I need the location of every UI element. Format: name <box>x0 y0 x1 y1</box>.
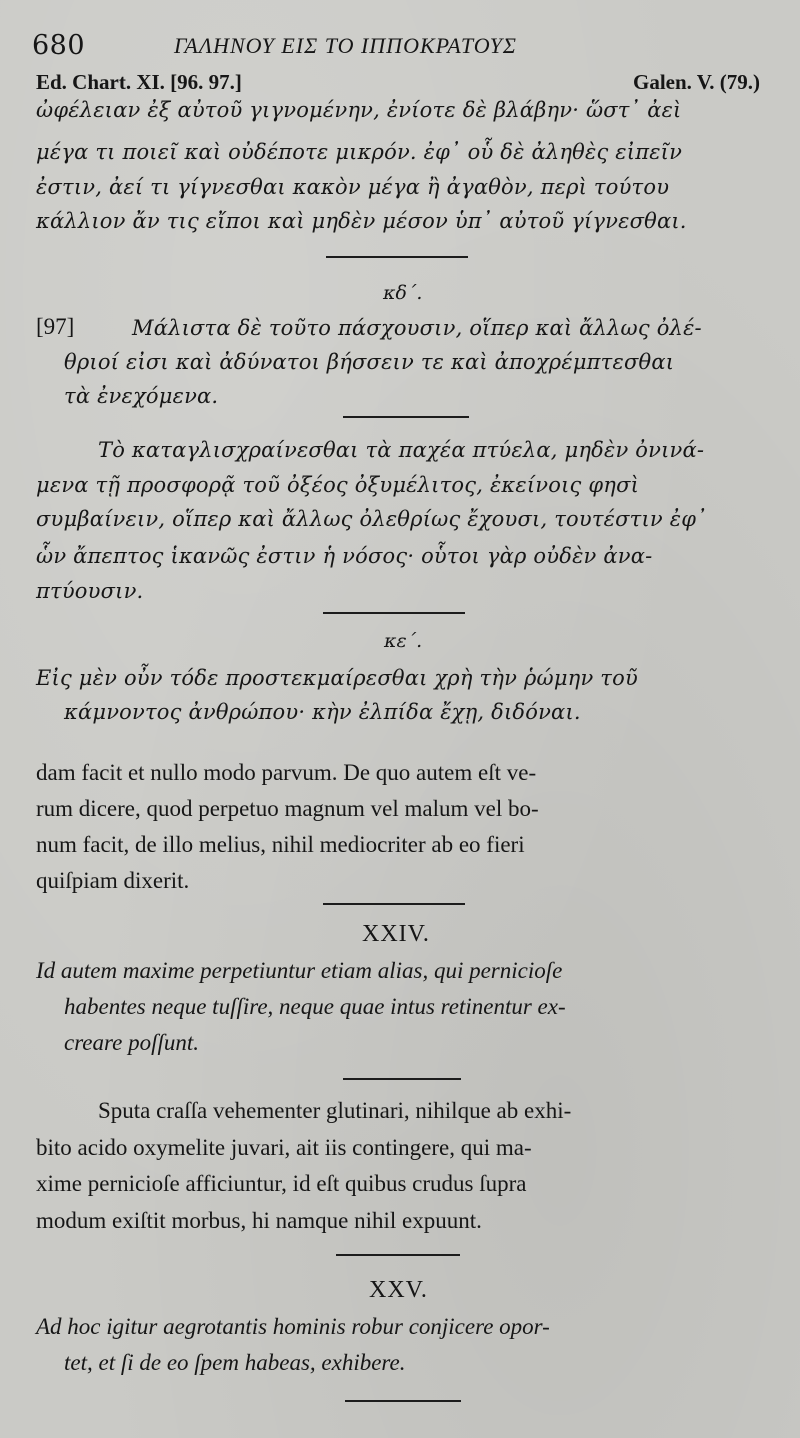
greek-lemma-line: Μάλιστα δὲ τοῦτο πάσχουσιν, οἵπερ καὶ ἄλλως ὀλέ- <box>132 316 702 340</box>
section-divider <box>343 1078 461 1080</box>
section-divider <box>345 1400 461 1402</box>
latin-text-line: quiſpiam dixerit. <box>36 868 190 893</box>
latin-lemma-line: Ad hoc igitur aegrotantis hominis robur conjicere opor- <box>36 1314 550 1339</box>
running-head: ΓΑΛΗΝΟΥ ΕΙΣ ΤΟ ΙΠΠΟΚΡΑΤΟΥΣ <box>174 33 518 58</box>
page-bracket-marker: [97] <box>36 314 75 339</box>
greek-commentary-line: πτύουσιν. <box>36 579 144 603</box>
greek-text-line: ὠφέλειαν ἐξ αὐτοῦ γιγνομένην, ἐνίοτε δὲ βλάβην· ὥστ᾽ ἀεὶ <box>36 98 682 122</box>
greek-commentary-line: Τὸ καταγλισχραίνεσθαι τὰ παχέα πτύελα, μηδὲν ὀνινά- <box>98 438 705 462</box>
latin-section-heading: XXIV. <box>362 921 430 947</box>
greek-section-heading: κε΄. <box>384 630 423 652</box>
section-divider <box>323 903 465 905</box>
latin-commentary-line: Sputa craſſa vehementer glutinari, nihilque ab exhi- <box>98 1098 572 1123</box>
greek-lemma-line: τὰ ἐνεχόμενα. <box>64 384 219 408</box>
latin-text-line: dam facit et nullo modo parvum. De quo autem eſt ve- <box>36 760 537 785</box>
latin-commentary-line: bito acido oxymelite juvari, ait iis contingere, qui ma- <box>36 1135 532 1160</box>
greek-lemma-line: θριοί εἰσι καὶ ἀδύνατοι βήσσειν τε καὶ ἀποχρέμπτεσθαι <box>64 350 675 374</box>
section-divider <box>336 1254 460 1256</box>
latin-commentary-line: modum exiſtit morbus, hi namque nihil expuunt. <box>36 1208 482 1233</box>
latin-lemma-line: habentes neque tuſſire, neque quae intus retinentur ex- <box>64 994 566 1019</box>
edition-reference: Ed. Chart. XI. [96. 97.] <box>36 70 242 94</box>
latin-text-line: num facit, de illo melius, nihil mediocriter ab eo fieri <box>36 832 525 857</box>
greek-lemma-line: Εἰς μὲν οὖν τόδε προστεκμαίρεσθαι χρὴ τὴν ῥώμην τοῦ <box>36 666 638 690</box>
section-divider <box>326 256 468 258</box>
greek-commentary-line: μενα τῇ προσφορᾷ τοῦ ὀξέος ὀξυμέλιτος, ἐκείνοις φησὶ <box>36 473 640 497</box>
page-number: 680 <box>32 30 86 61</box>
section-divider <box>343 416 469 418</box>
greek-text-line: κάλλιον ἄν τις εἴποι καὶ μηδὲν μέσον ὑπ᾽ αὐτοῦ γίγνεσθαι. <box>36 209 687 233</box>
greek-section-heading: κδ΄. <box>383 282 423 304</box>
galen-reference: Galen. V. (79.) <box>633 70 760 94</box>
latin-lemma-line: tet, et ſi de eo ſpem habeas, exhibere. <box>64 1350 406 1375</box>
latin-commentary-line: xime pernicioſe afficiuntur, id eſt quibus crudus ſupra <box>36 1171 527 1196</box>
latin-lemma-line: Id autem maxime perpetiuntur etiam alias, qui pernicioſe <box>36 958 563 983</box>
greek-lemma-line: κάμνοντος ἀνθρώπου· κὴν ἐλπίδα ἔχῃ, διδόναι. <box>64 700 581 724</box>
greek-text-line: μέγα τι ποιεῖ καὶ οὐδέποτε μικρόν. ἐφ᾽ οὗ δὲ ἀληθὲς εἰπεῖν <box>36 140 683 164</box>
greek-commentary-line: συμβαίνειν, οἵπερ καὶ ἄλλως ὀλεθρίως ἔχουσι, τουτέστιν ἐφ᾽ <box>36 507 707 531</box>
greek-commentary-line: ὧν ἄπεπτος ἱκανῶς ἐστιν ἡ νόσος· οὗτοι γὰρ οὐδὲν ἀνα- <box>36 544 653 568</box>
latin-text-line: rum dicere, quod perpetuo magnum vel malum vel bo- <box>36 796 539 821</box>
latin-section-heading: XXV. <box>369 1277 428 1303</box>
greek-text-line: ἐστιν, ἀεί τι γίγνεσθαι κακὸν μέγα ἢ ἀγαθὸν, περὶ τούτου <box>36 175 670 199</box>
section-divider <box>323 612 465 614</box>
latin-lemma-line: creare poſſunt. <box>64 1030 199 1055</box>
